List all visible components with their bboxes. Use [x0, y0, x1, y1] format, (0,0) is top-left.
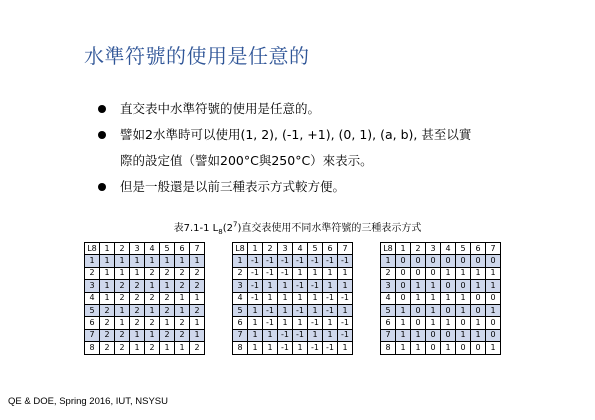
table-cell: 1	[175, 255, 190, 267]
table-cell: 1	[471, 280, 486, 292]
row-number-cell: 7	[381, 329, 396, 341]
table-cell: -1	[308, 255, 323, 267]
row-number-cell: 6	[381, 317, 396, 329]
bullet-item	[98, 122, 578, 174]
table-cell: 2	[115, 292, 130, 304]
table-cell: 1	[175, 304, 190, 316]
column-header-cell: 1	[396, 243, 411, 255]
table-row	[85, 317, 205, 329]
table-row	[233, 304, 353, 316]
table-cell: 0	[426, 267, 441, 279]
orthogonal-array-table-minus1-plus1	[232, 242, 353, 355]
table-cell: 2	[190, 304, 205, 316]
table-cell: 2	[190, 267, 205, 279]
table-cell: 1	[130, 255, 145, 267]
column-header-cell: 3	[130, 243, 145, 255]
column-header-cell: 1	[248, 243, 263, 255]
table-cell: 0	[471, 342, 486, 354]
column-header-cell: 3	[426, 243, 441, 255]
table-cell: 1	[323, 317, 338, 329]
table-cell: 1	[456, 267, 471, 279]
row-number-cell: 8	[381, 342, 396, 354]
table-cell: 2	[160, 329, 175, 341]
table-cell: 1	[308, 267, 323, 279]
table-cell: 2	[145, 292, 160, 304]
table-cell: 1	[130, 267, 145, 279]
table-cell: 0	[471, 255, 486, 267]
table-cell: 2	[160, 267, 175, 279]
table-cell: 1	[278, 292, 293, 304]
caption-prefix: 表7.1-1 L	[173, 223, 219, 234]
table-cell: 1	[456, 329, 471, 341]
table-corner-cell: L8	[233, 243, 248, 255]
table-corner-cell: L8	[381, 243, 396, 255]
table-cell: -1	[338, 292, 353, 304]
table-cell: 1	[263, 292, 278, 304]
table-cell: 0	[471, 292, 486, 304]
table-cell: -1	[248, 267, 263, 279]
table-cell: 1	[426, 304, 441, 316]
table-cell: 1	[160, 317, 175, 329]
table-cell: 1	[100, 267, 115, 279]
table-row	[233, 255, 353, 267]
table-cell: -1	[293, 304, 308, 316]
table-cell: 1	[115, 304, 130, 316]
table-cell: 1	[293, 342, 308, 354]
table-cell: 0	[411, 255, 426, 267]
table-cell: 1	[278, 304, 293, 316]
column-header-cell: 5	[308, 243, 323, 255]
table-cell: -1	[278, 267, 293, 279]
table-cell: 1	[456, 304, 471, 316]
table-caption	[0, 219, 595, 236]
table-cell: 1	[426, 317, 441, 329]
table-cell: 0	[396, 280, 411, 292]
table-cell: 2	[190, 342, 205, 354]
table-cell: 0	[456, 317, 471, 329]
table-row	[381, 267, 501, 279]
table-cell: 1	[486, 280, 501, 292]
table-cell: 2	[175, 267, 190, 279]
table-row	[233, 317, 353, 329]
table-row	[233, 292, 353, 304]
table-cell: 0	[441, 255, 456, 267]
table-cell: 0	[426, 255, 441, 267]
footer-text: QE & DOE, Spring 2016, IUT, NSYSU	[8, 396, 168, 407]
table-cell: 2	[145, 317, 160, 329]
table-cell: 2	[100, 329, 115, 341]
table-cell: 0	[411, 304, 426, 316]
table-cell: 1	[471, 317, 486, 329]
table-cell: 1	[263, 329, 278, 341]
table-cell: 2	[130, 292, 145, 304]
table-cell: 1	[293, 317, 308, 329]
column-header-cell: 5	[160, 243, 175, 255]
table-cell: 0	[441, 280, 456, 292]
table-row	[233, 280, 353, 292]
table-cell: -1	[263, 317, 278, 329]
caption-mid: (2	[222, 223, 233, 234]
table-cell: 0	[396, 292, 411, 304]
table-cell: 1	[190, 255, 205, 267]
column-header-cell: 4	[293, 243, 308, 255]
column-header-cell: 4	[441, 243, 456, 255]
row-number-cell: 6	[233, 317, 248, 329]
table-cell: -1	[308, 317, 323, 329]
table-cell: 2	[100, 304, 115, 316]
table-cell: 1	[426, 280, 441, 292]
table-cell: 2	[145, 342, 160, 354]
table-cell: 1	[130, 342, 145, 354]
table-cell: -1	[263, 304, 278, 316]
table-cell: 1	[396, 342, 411, 354]
table-cell: 1	[278, 280, 293, 292]
table-cell: -1	[278, 342, 293, 354]
table-cell: 1	[323, 280, 338, 292]
table-cell: 1	[396, 304, 411, 316]
table-cell: 1	[441, 267, 456, 279]
table-cell: 0	[441, 304, 456, 316]
table-cell: -1	[323, 342, 338, 354]
table-cell: 1	[145, 280, 160, 292]
table-cell: 0	[471, 304, 486, 316]
table-cell: 1	[411, 342, 426, 354]
table-cell: 1	[338, 304, 353, 316]
row-number-cell: 7	[233, 329, 248, 341]
row-number-cell: 4	[381, 292, 396, 304]
table-cell: 1	[248, 304, 263, 316]
table-cell: 2	[175, 280, 190, 292]
table-cell: 1	[486, 342, 501, 354]
table-row	[85, 342, 205, 354]
table-cell: 1	[190, 329, 205, 341]
table-cell: 1	[396, 329, 411, 341]
row-number-cell: 4	[233, 292, 248, 304]
bullet-item	[98, 174, 578, 200]
table-row	[233, 342, 353, 354]
table-row	[233, 329, 353, 341]
table-cell: 1	[486, 304, 501, 316]
table-cell: 2	[175, 317, 190, 329]
table-header-row	[233, 243, 353, 255]
table-header-row	[85, 243, 205, 255]
row-number-cell: 1	[85, 255, 100, 267]
row-number-cell: 1	[233, 255, 248, 267]
row-number-cell: 2	[233, 267, 248, 279]
table-cell: 1	[486, 267, 501, 279]
table-cell: 1	[175, 342, 190, 354]
table-cell: 2	[160, 304, 175, 316]
table-cell: -1	[248, 280, 263, 292]
row-number-cell: 3	[381, 280, 396, 292]
column-header-cell: 6	[175, 243, 190, 255]
column-header-cell: 4	[145, 243, 160, 255]
table-cell: 1	[471, 267, 486, 279]
slide-title: 水準符號的使用是任意的	[84, 44, 310, 68]
table-cell: 2	[100, 317, 115, 329]
table-cell: 0	[486, 329, 501, 341]
table-cell: 1	[248, 317, 263, 329]
table-cell: 0	[486, 292, 501, 304]
table-cell: -1	[338, 317, 353, 329]
table-cell: -1	[338, 255, 353, 267]
column-header-cell: 3	[278, 243, 293, 255]
table-cell: 0	[426, 329, 441, 341]
table-cell: -1	[293, 329, 308, 341]
table-cell: 1	[323, 267, 338, 279]
column-header-cell: 2	[411, 243, 426, 255]
row-number-cell: 5	[381, 304, 396, 316]
table-cell: 1	[190, 317, 205, 329]
table-cell: 1	[160, 280, 175, 292]
table-cell: 0	[456, 280, 471, 292]
table-cell: 1	[100, 255, 115, 267]
caption-subscript: 8	[218, 228, 223, 236]
table-cell: -1	[293, 255, 308, 267]
orthogonal-array-table-1-2	[84, 242, 205, 355]
table-cell: 2	[100, 342, 115, 354]
table-cell: 1	[308, 304, 323, 316]
table-row	[381, 280, 501, 292]
table-cell: 1	[130, 329, 145, 341]
table-cell: -1	[308, 280, 323, 292]
table-row	[381, 342, 501, 354]
table-row	[85, 255, 205, 267]
table-cell: 1	[338, 280, 353, 292]
table-cell: 1	[248, 342, 263, 354]
row-number-cell: 3	[233, 280, 248, 292]
row-number-cell: 5	[233, 304, 248, 316]
table-cell: 2	[115, 329, 130, 341]
table-cell: 1	[263, 342, 278, 354]
row-number-cell: 8	[85, 342, 100, 354]
table-cell: 0	[486, 255, 501, 267]
column-header-cell: 7	[486, 243, 501, 255]
table-row	[381, 292, 501, 304]
column-header-cell: 7	[338, 243, 353, 255]
table-cell: 1	[456, 292, 471, 304]
table-cell: -1	[323, 304, 338, 316]
table-cell: 1	[263, 280, 278, 292]
table-cell: 1	[293, 292, 308, 304]
table-cell: 1	[160, 255, 175, 267]
column-header-cell: 6	[323, 243, 338, 255]
table-cell: 2	[175, 329, 190, 341]
table-row	[85, 280, 205, 292]
table-cell: 0	[411, 317, 426, 329]
table-cell: 1	[115, 255, 130, 267]
row-number-cell: 8	[233, 342, 248, 354]
table-cell: 0	[411, 267, 426, 279]
bullet-dot-icon	[98, 105, 106, 113]
column-header-cell: 1	[100, 243, 115, 255]
table-cell: 1	[115, 267, 130, 279]
table-cell: 1	[441, 342, 456, 354]
table-cell: 1	[145, 329, 160, 341]
table-cell: 1	[160, 342, 175, 354]
column-header-cell: 2	[115, 243, 130, 255]
table-row	[85, 329, 205, 341]
table-cell: 1	[278, 317, 293, 329]
table-cell: 1	[323, 329, 338, 341]
table-cell: 2	[115, 280, 130, 292]
row-number-cell: 2	[381, 267, 396, 279]
table-cell: 1	[441, 317, 456, 329]
table-cell: 1	[308, 292, 323, 304]
table-cell: 1	[100, 280, 115, 292]
bullet-text: 譬如2水準時可以使用(1, 2), (-1, +1), (0, 1), (a, b), 甚至以實	[120, 127, 472, 142]
table-row	[381, 304, 501, 316]
table-row	[381, 255, 501, 267]
table-cell: 1	[411, 292, 426, 304]
table-cell: 1	[115, 317, 130, 329]
table-cell: -1	[248, 292, 263, 304]
table-cell: -1	[338, 329, 353, 341]
table-cell: 0	[486, 317, 501, 329]
table-cell: -1	[263, 267, 278, 279]
bullet-dot-icon	[98, 183, 106, 191]
row-number-cell: 1	[381, 255, 396, 267]
bullet-text-continuation: 際的設定值（譬如200°C與250°C）來表示。	[120, 153, 373, 168]
table-cell: -1	[248, 255, 263, 267]
table-row	[85, 267, 205, 279]
caption-suffix: )直交表使用不同水準符號的三種表示方式	[237, 223, 422, 234]
table-cell: 1	[338, 267, 353, 279]
column-header-cell: 7	[190, 243, 205, 255]
table-cell: -1	[278, 329, 293, 341]
table-cell: 1	[411, 280, 426, 292]
table-cell: 2	[115, 342, 130, 354]
bullet-text: 但是一般還是以前三種表示方式較方便。	[120, 179, 346, 194]
table-row	[85, 304, 205, 316]
table-cell: 1	[426, 292, 441, 304]
column-header-cell: 5	[456, 243, 471, 255]
bullet-list	[98, 96, 578, 200]
table-cell: 2	[130, 317, 145, 329]
table-cell: 1	[175, 292, 190, 304]
bullet-text: 直交表中水準符號的使用是任意的。	[120, 101, 321, 116]
row-number-cell: 5	[85, 304, 100, 316]
bullet-item	[98, 96, 578, 122]
row-number-cell: 4	[85, 292, 100, 304]
table-cell: 1	[293, 267, 308, 279]
table-cell: 2	[160, 292, 175, 304]
table-row	[233, 267, 353, 279]
table-cell: 2	[130, 280, 145, 292]
orthogonal-array-table-0-1	[380, 242, 501, 355]
bullet-dot-icon	[98, 131, 106, 139]
table-row	[85, 292, 205, 304]
row-number-cell: 2	[85, 267, 100, 279]
table-row	[381, 329, 501, 341]
table-corner-cell: L8	[85, 243, 100, 255]
table-cell: 1	[145, 255, 160, 267]
table-cell: 0	[456, 255, 471, 267]
table-cell: -1	[278, 255, 293, 267]
table-cell: 0	[396, 255, 411, 267]
table-cell: 1	[308, 329, 323, 341]
table-cell: -1	[263, 255, 278, 267]
row-number-cell: 3	[85, 280, 100, 292]
column-header-cell: 2	[263, 243, 278, 255]
table-cell: -1	[323, 292, 338, 304]
table-cell: 1	[145, 304, 160, 316]
table-cell: -1	[323, 255, 338, 267]
column-header-cell: 6	[471, 243, 486, 255]
table-cell: 1	[396, 317, 411, 329]
table-cell: -1	[293, 280, 308, 292]
caption-superscript: 7	[232, 220, 238, 229]
row-number-cell: 6	[85, 317, 100, 329]
table-cell: 0	[426, 342, 441, 354]
table-cell: 2	[190, 280, 205, 292]
table-cell: 0	[441, 329, 456, 341]
table-row	[381, 317, 501, 329]
table-cell: 1	[441, 292, 456, 304]
table-cell: -1	[308, 342, 323, 354]
table-cell: 1	[190, 292, 205, 304]
table-cell: 1	[471, 329, 486, 341]
table-cell: 1	[338, 342, 353, 354]
row-number-cell: 7	[85, 329, 100, 341]
table-cell: 1	[411, 329, 426, 341]
table-header-row	[381, 243, 501, 255]
table-cell: 1	[248, 329, 263, 341]
table-cell: 1	[100, 292, 115, 304]
table-cell: 2	[130, 304, 145, 316]
table-cell: 0	[456, 342, 471, 354]
table-cell: 2	[145, 267, 160, 279]
table-cell: 0	[396, 267, 411, 279]
